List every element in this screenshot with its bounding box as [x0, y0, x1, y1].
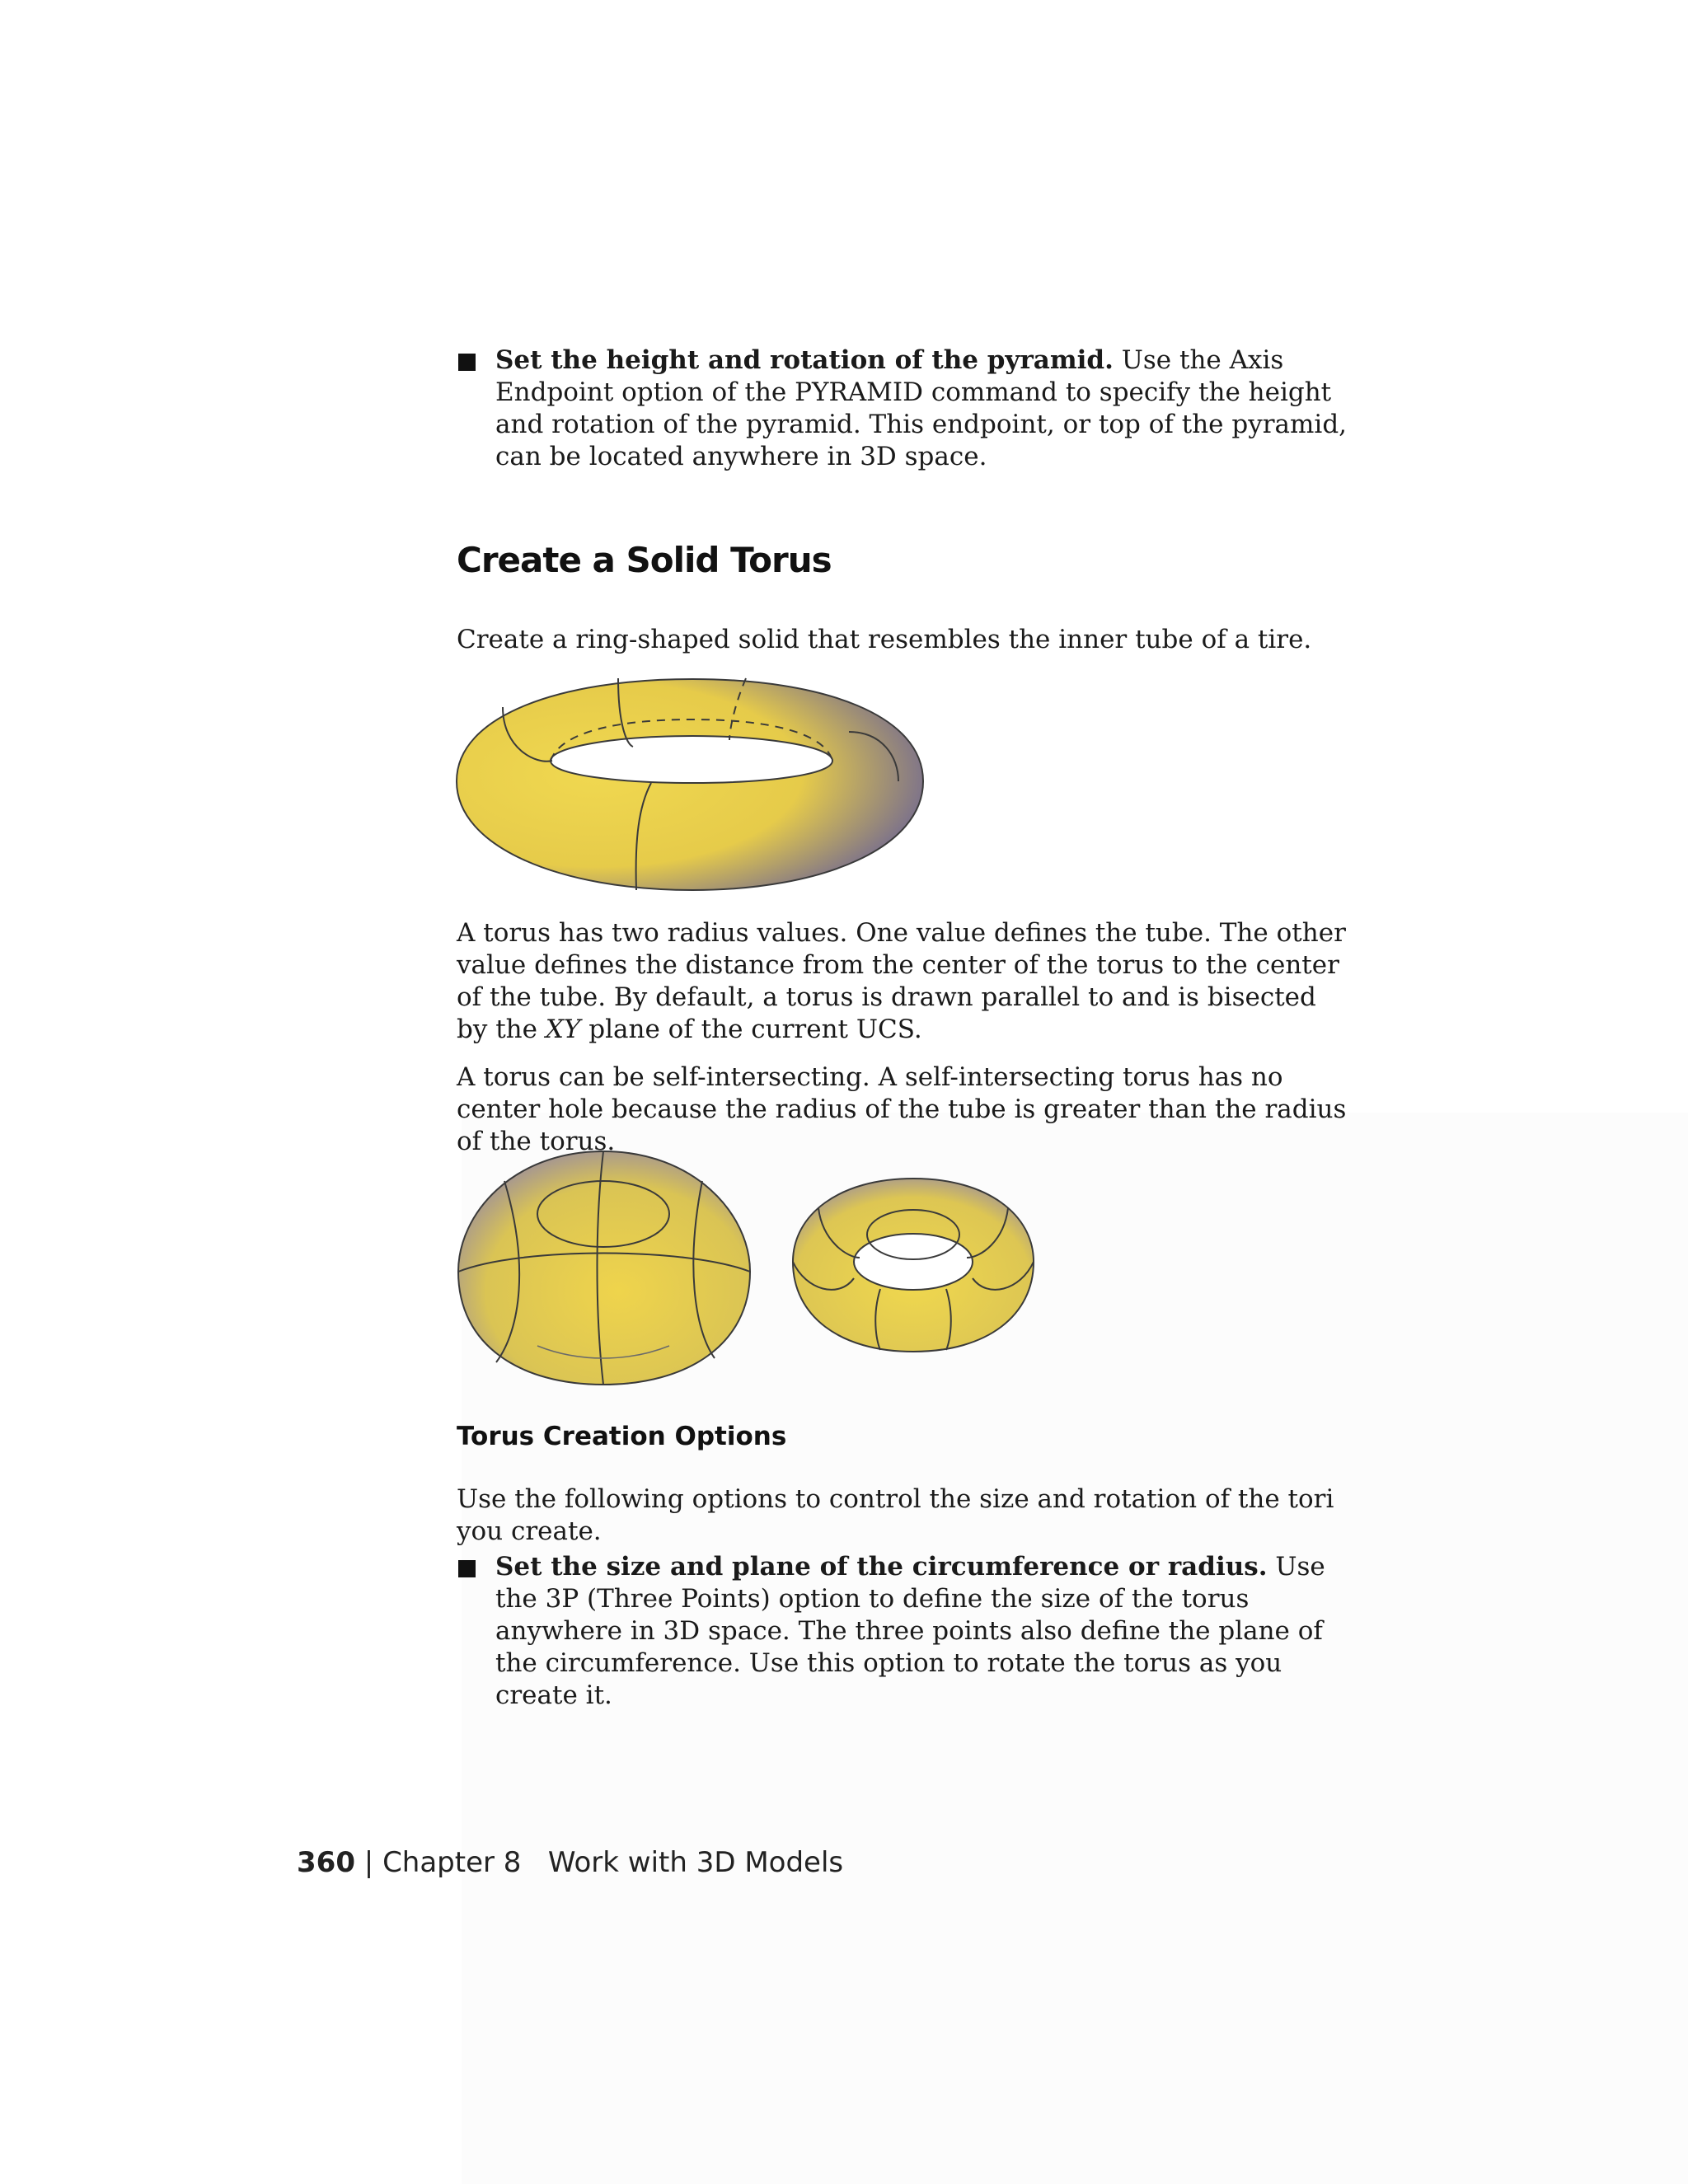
bullet-text: [495, 1551, 1353, 1712]
self-intersecting-torus-figure: [455, 1148, 753, 1387]
bullet-body: Use the 3P (Three Points) option to define the size of the torus anywhere in 3D space. The three points also define the plane of the circumference. Use this option to rotate the torus as you create it.: [495, 1552, 1325, 1710]
bullet-lead: Set the height and rotation of the pyramid.: [495, 345, 1114, 375]
small-torus-figure: [790, 1175, 1037, 1355]
chapter-label: Chapter 8: [382, 1846, 522, 1879]
bullet-square-icon: [458, 1560, 476, 1577]
torus-outer-shape: [457, 679, 923, 890]
bullet-square-icon: [458, 354, 476, 371]
bullet-item-torus-3p: [457, 1551, 1347, 1712]
bullet-text: [495, 344, 1353, 473]
bullet-lead: Set the size and plane of the circumference or radius.: [495, 1552, 1268, 1582]
xy-italic: XY: [545, 1015, 581, 1044]
subsection-title: Torus Creation Options: [457, 1422, 787, 1451]
bullet-item-pyramid-height: [457, 344, 1347, 473]
bullet-body: Use the Axis Endpoint option of the PYRAMID command to specify the height and rotation of the pyramid. This endpoint, or top of the pyramid, can be located anywhere in 3D space.: [495, 345, 1348, 471]
self-intersecting-paragraph: A torus can be self-intersecting. A self-intersecting torus has no center hole because the radius of the tube is greater than the radius of the torus.: [457, 1062, 1347, 1156]
section-intro: Create a ring-shaped solid that resembles the inner tube of a tire.: [457, 625, 1312, 654]
page-footer: 360 | Chapter 8 Work with 3D Models: [297, 1846, 844, 1879]
torus-hole: [551, 736, 832, 783]
chapter-title: Work with 3D Models: [547, 1846, 844, 1879]
page-number: 360: [297, 1846, 355, 1879]
subsection-intro: Use the following options to control the size and rotation of the tori you create.: [457, 1484, 1334, 1546]
torus-radius-paragraph: A torus has two radius values. One value defines the tube. The other value defines the distance from the center of the torus to the center of the tube. By default, a torus is drawn parallel to and is bisected by the XY plane of the current UCS.: [457, 918, 1346, 1044]
section-title: Create a Solid Torus: [457, 540, 832, 580]
torus-figure: [453, 674, 931, 895]
